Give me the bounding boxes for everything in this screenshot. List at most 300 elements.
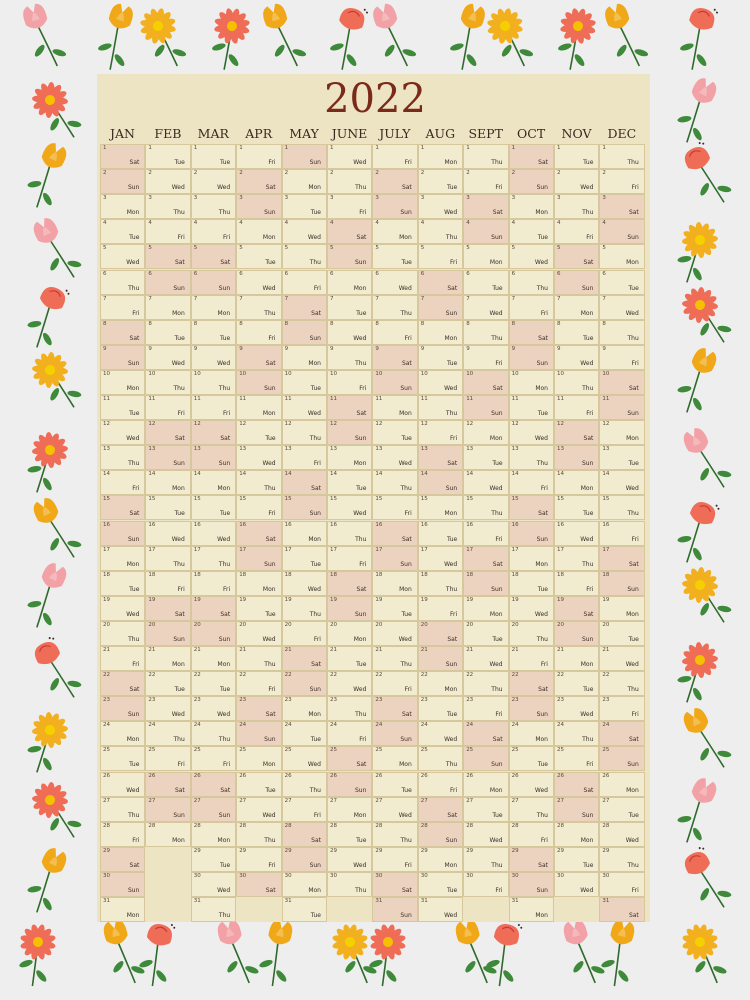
day-cell xyxy=(145,546,190,571)
day-weekday: Thu xyxy=(627,510,639,518)
day-cell xyxy=(100,495,145,520)
day-cell xyxy=(463,571,508,596)
day-weekday: Wed xyxy=(307,234,321,242)
day-number: 9 xyxy=(193,345,198,352)
day-weekday: Sun xyxy=(400,560,412,568)
day-cell xyxy=(509,345,554,370)
day-weekday: Mon xyxy=(489,610,503,618)
day-weekday: Wed xyxy=(444,736,458,744)
day-number: 28 xyxy=(148,822,156,829)
day-number: 2 xyxy=(148,170,152,177)
day-weekday: Sun xyxy=(127,711,140,719)
month-header-jan: JAN xyxy=(110,126,135,141)
day-cell xyxy=(418,320,463,345)
day-cell xyxy=(191,546,236,571)
day-number: 17 xyxy=(239,546,247,553)
day-cell xyxy=(509,671,554,696)
day-cell xyxy=(327,696,372,721)
day-number: 13 xyxy=(148,446,156,453)
day-weekday: Thu xyxy=(218,560,231,568)
day-cell xyxy=(599,897,644,922)
day-weekday: Fri xyxy=(404,510,412,518)
day-weekday: Sat xyxy=(628,384,639,392)
day-number: 21 xyxy=(239,647,247,653)
day-number: 6 xyxy=(466,270,470,277)
day-weekday: Thu xyxy=(355,535,367,543)
day-number: 31 xyxy=(420,898,428,904)
day-number: 31 xyxy=(375,898,383,904)
day-cell xyxy=(509,169,554,194)
month-header-oct: OCT xyxy=(517,126,546,141)
day-number: 6 xyxy=(375,270,379,277)
day-weekday: Sat xyxy=(538,686,548,694)
day-weekday: Mon xyxy=(126,736,140,744)
day-cell xyxy=(372,445,417,470)
day-weekday: Thu xyxy=(173,209,185,217)
day-number: 4 xyxy=(193,220,198,227)
day-number: 31 xyxy=(602,898,610,904)
day-number: 7 xyxy=(193,295,198,302)
day-weekday: Sat xyxy=(538,334,548,342)
day-number: 25 xyxy=(148,747,156,754)
day-number: 28 xyxy=(103,822,110,829)
day-weekday: Wed xyxy=(489,661,503,669)
day-weekday: Fri xyxy=(359,736,367,744)
day-cell xyxy=(554,470,599,495)
day-number: 3 xyxy=(193,195,198,202)
day-weekday: Sat xyxy=(265,535,276,543)
day-number: 21 xyxy=(148,647,156,653)
day-cell xyxy=(327,495,372,520)
day-number: 23 xyxy=(103,697,110,704)
day-cell xyxy=(418,395,463,420)
day-cell xyxy=(282,144,327,169)
day-weekday: Sun xyxy=(491,410,503,418)
day-number: 1 xyxy=(466,145,470,151)
day-weekday: Fri xyxy=(450,610,458,618)
day-weekday: Wed xyxy=(398,460,412,468)
day-cell xyxy=(145,169,190,194)
day-number: 15 xyxy=(602,496,610,503)
day-number: 7 xyxy=(602,295,606,302)
month-header-aug: AUG xyxy=(425,126,456,141)
day-number: 20 xyxy=(330,621,337,628)
day-weekday: Sat xyxy=(401,711,412,719)
day-cell xyxy=(236,144,281,169)
day-weekday: Sat xyxy=(174,259,185,267)
day-cell xyxy=(100,721,145,746)
day-number: 9 xyxy=(602,345,606,352)
day-cell xyxy=(100,571,145,596)
day-cell xyxy=(236,295,281,320)
day-weekday: Wed xyxy=(580,711,594,719)
day-number: 8 xyxy=(602,320,606,327)
day-cell xyxy=(282,797,327,822)
day-cell xyxy=(327,721,372,746)
day-weekday: Mon xyxy=(626,610,639,618)
day-number: 23 xyxy=(602,697,610,704)
day-number: 6 xyxy=(148,270,152,277)
day-weekday: Fri xyxy=(177,585,185,593)
day-cell xyxy=(509,696,554,721)
day-number: 9 xyxy=(557,345,561,352)
day-cell xyxy=(372,244,417,269)
day-weekday: Fri xyxy=(223,234,231,242)
day-cell xyxy=(282,244,327,269)
day-weekday: Sun xyxy=(173,460,185,468)
day-weekday: Wed xyxy=(444,384,458,392)
day-cell xyxy=(509,822,554,847)
day-cell xyxy=(236,621,281,646)
day-cell xyxy=(463,872,508,897)
day-weekday: Sat xyxy=(447,284,458,292)
day-weekday: Sat xyxy=(447,635,458,643)
day-cell xyxy=(554,546,599,571)
day-weekday: Tue xyxy=(446,711,458,719)
day-weekday: Mon xyxy=(626,259,639,267)
day-cell xyxy=(100,345,145,370)
day-cell xyxy=(191,646,236,671)
day-weekday: Tue xyxy=(356,661,367,669)
day-weekday: Fri xyxy=(404,159,412,167)
day-cell xyxy=(372,546,417,571)
day-weekday: Sat xyxy=(538,861,548,869)
day-weekday: Tue xyxy=(219,510,231,518)
day-weekday: Wed xyxy=(444,209,458,217)
day-cell xyxy=(372,797,417,822)
day-cell xyxy=(327,144,372,169)
day-weekday: Thu xyxy=(491,159,503,167)
day-cell xyxy=(191,746,236,771)
day-number: 2 xyxy=(103,170,107,177)
day-weekday: Mon xyxy=(262,410,276,418)
day-number: 30 xyxy=(103,872,110,879)
day-cell xyxy=(236,546,281,571)
day-cell xyxy=(282,295,327,320)
day-number: 22 xyxy=(148,672,156,679)
day-number: 3 xyxy=(602,195,606,202)
orange-tulip-icon xyxy=(669,344,727,418)
day-weekday: Thu xyxy=(445,234,458,242)
day-cell xyxy=(554,320,599,345)
yellow-daisy-icon xyxy=(665,216,725,288)
day-number: 2 xyxy=(330,170,334,177)
day-cell xyxy=(145,194,190,219)
orange-tulip-icon xyxy=(19,139,77,213)
day-number: 4 xyxy=(420,220,425,227)
day-weekday: Tue xyxy=(356,836,367,844)
day-weekday: Wed xyxy=(307,585,321,593)
day-number: 26 xyxy=(284,772,292,779)
day-number: 10 xyxy=(148,370,156,377)
day-cell xyxy=(372,295,417,320)
day-weekday: Fri xyxy=(177,410,185,418)
day-weekday: Fri xyxy=(404,861,412,869)
day-weekday: Tue xyxy=(401,259,412,267)
day-weekday: Sun xyxy=(400,384,412,392)
day-weekday: Mon xyxy=(444,159,458,167)
day-number: 2 xyxy=(375,170,379,177)
day-weekday: Mon xyxy=(126,384,140,392)
day-cell xyxy=(236,646,281,671)
day-number: 25 xyxy=(193,747,201,754)
red-daisy-icon xyxy=(359,920,411,990)
day-weekday: Tue xyxy=(446,886,458,894)
day-number: 28 xyxy=(284,822,292,829)
day-cell xyxy=(554,772,599,797)
day-weekday: Thu xyxy=(355,886,367,894)
pink-tulip-icon xyxy=(29,212,87,286)
day-cell xyxy=(372,370,417,395)
day-number: 8 xyxy=(330,320,334,327)
day-cell xyxy=(418,546,463,571)
day-cell xyxy=(236,696,281,721)
day-cell xyxy=(599,194,644,219)
day-number: 4 xyxy=(557,220,561,227)
day-weekday: Sat xyxy=(401,184,412,192)
day-cell xyxy=(509,872,554,897)
day-weekday: Wed xyxy=(307,410,321,418)
day-number: 6 xyxy=(511,270,516,277)
day-number: 18 xyxy=(330,571,337,578)
day-weekday: Sat xyxy=(129,861,140,869)
day-number: 14 xyxy=(602,471,610,478)
day-cell xyxy=(554,345,599,370)
day-number: 23 xyxy=(284,697,292,704)
day-cell xyxy=(372,571,417,596)
day-cell xyxy=(372,847,417,872)
day-number: 20 xyxy=(602,621,610,628)
day-weekday: Sat xyxy=(220,786,231,794)
day-cell xyxy=(100,370,145,395)
day-number: 10 xyxy=(103,370,110,377)
day-cell xyxy=(554,395,599,420)
day-cell xyxy=(599,144,644,169)
day-number: 24 xyxy=(103,722,110,729)
day-number: 29 xyxy=(103,847,110,854)
day-number: 23 xyxy=(239,697,247,704)
day-cell xyxy=(191,395,236,420)
day-weekday: Fri xyxy=(586,585,594,593)
day-number: 30 xyxy=(511,872,519,879)
day-cell xyxy=(100,671,145,696)
day-number: 11 xyxy=(511,396,519,402)
day-weekday: Thu xyxy=(627,861,639,869)
day-number: 12 xyxy=(148,421,156,428)
day-number: 18 xyxy=(466,571,474,578)
day-weekday: Sat xyxy=(129,510,140,518)
day-weekday: Wed xyxy=(489,485,503,493)
day-cell xyxy=(463,495,508,520)
day-weekday: Wed xyxy=(262,460,276,468)
day-number: 31 xyxy=(193,898,201,904)
day-weekday: Sat xyxy=(401,886,412,894)
day-cell xyxy=(327,219,372,244)
day-weekday: Tue xyxy=(265,259,276,267)
day-cell xyxy=(463,671,508,696)
day-number: 22 xyxy=(557,672,564,679)
day-number: 18 xyxy=(375,571,383,578)
day-cell xyxy=(282,420,327,445)
day-cell xyxy=(282,721,327,746)
day-cell xyxy=(372,746,417,771)
day-number: 5 xyxy=(375,245,379,252)
day-cell xyxy=(236,797,281,822)
day-cell xyxy=(100,169,145,194)
day-weekday: Tue xyxy=(129,410,140,418)
orange-tulip-icon xyxy=(596,917,645,989)
orange-tulip-icon xyxy=(254,917,303,989)
day-cell xyxy=(327,571,372,596)
month-header-may: MAY xyxy=(289,126,319,141)
day-weekday: Mon xyxy=(217,661,231,669)
day-cell xyxy=(236,746,281,771)
day-number: 16 xyxy=(511,521,519,528)
day-number: 13 xyxy=(602,446,610,453)
day-number: 3 xyxy=(239,195,243,202)
day-cell xyxy=(282,746,327,771)
day-weekday: Wed xyxy=(353,334,367,342)
day-number: 5 xyxy=(284,245,289,252)
day-cell xyxy=(418,746,463,771)
day-weekday: Tue xyxy=(219,334,231,342)
day-cell xyxy=(418,721,463,746)
day-cell xyxy=(418,872,463,897)
day-number: 21 xyxy=(420,647,428,653)
day-weekday: Sat xyxy=(265,711,276,719)
day-cell xyxy=(554,521,599,546)
day-weekday: Tue xyxy=(492,284,503,292)
day-number: 9 xyxy=(420,345,425,352)
day-cell xyxy=(327,546,372,571)
day-cell xyxy=(599,797,644,822)
day-cell xyxy=(145,746,190,771)
day-number: 16 xyxy=(148,521,156,528)
day-weekday: Sun xyxy=(536,359,548,367)
day-weekday: Mon xyxy=(353,811,367,819)
day-number: 15 xyxy=(103,496,110,503)
day-weekday: Mon xyxy=(535,209,548,217)
day-weekday: Mon xyxy=(126,560,140,568)
day-weekday: Mon xyxy=(172,836,185,844)
day-cell xyxy=(599,772,644,797)
day-weekday: Thu xyxy=(218,736,231,744)
day-cell xyxy=(236,495,281,520)
day-weekday: Sat xyxy=(447,811,458,819)
day-cell xyxy=(282,169,327,194)
day-number: 22 xyxy=(330,672,337,679)
day-weekday: Fri xyxy=(631,535,639,543)
day-weekday: Thu xyxy=(264,836,276,844)
day-cell xyxy=(282,219,327,244)
day-cell xyxy=(418,470,463,495)
day-cell xyxy=(372,897,417,922)
day-weekday: Thu xyxy=(491,510,503,518)
day-number: 1 xyxy=(557,145,561,151)
day-cell xyxy=(509,897,554,922)
day-number: 29 xyxy=(375,847,383,854)
day-number: 11 xyxy=(466,396,474,402)
day-cell xyxy=(599,345,644,370)
day-cell xyxy=(599,445,644,470)
day-number: 5 xyxy=(239,245,243,252)
day-cell xyxy=(191,194,236,219)
day-number: 2 xyxy=(557,170,561,177)
day-cell xyxy=(599,219,644,244)
day-cell xyxy=(191,897,236,922)
day-number: 29 xyxy=(284,847,292,854)
day-number: 11 xyxy=(330,396,337,402)
day-weekday: Sun xyxy=(491,585,503,593)
day-number: 18 xyxy=(557,571,564,578)
day-number: 12 xyxy=(193,421,201,428)
day-cell xyxy=(554,596,599,621)
day-cell xyxy=(463,646,508,671)
day-weekday: Mon xyxy=(489,259,503,267)
day-cell xyxy=(236,169,281,194)
day-cell xyxy=(418,696,463,721)
day-number: 13 xyxy=(103,446,110,453)
day-cell xyxy=(463,746,508,771)
red-rose-icon xyxy=(481,918,530,989)
day-number: 8 xyxy=(239,320,243,327)
day-number: 4 xyxy=(103,220,107,227)
day-cell xyxy=(599,621,644,646)
day-cell xyxy=(100,420,145,445)
day-cell xyxy=(463,219,508,244)
yellow-daisy-icon xyxy=(15,706,75,778)
day-weekday: Mon xyxy=(580,309,594,317)
day-cell xyxy=(418,671,463,696)
day-cell xyxy=(236,370,281,395)
day-cell xyxy=(100,270,145,295)
day-weekday: Mon xyxy=(217,309,231,317)
day-number: 25 xyxy=(557,747,564,754)
day-weekday: Wed xyxy=(580,359,594,367)
day-number: 26 xyxy=(148,772,156,779)
day-number: 12 xyxy=(239,421,247,428)
day-weekday: Fri xyxy=(359,560,367,568)
day-number: 14 xyxy=(193,471,201,478)
day-weekday: Sun xyxy=(173,635,185,643)
day-cell xyxy=(236,772,281,797)
day-number: 20 xyxy=(148,621,156,628)
day-cell xyxy=(509,445,554,470)
day-number: 2 xyxy=(466,170,470,177)
day-weekday: Wed xyxy=(534,610,548,618)
day-number: 19 xyxy=(103,596,110,603)
day-cell xyxy=(236,244,281,269)
day-weekday: Sat xyxy=(401,359,412,367)
day-cell xyxy=(191,671,236,696)
day-weekday: Mon xyxy=(489,786,503,794)
day-weekday: Fri xyxy=(495,886,503,894)
day-cell xyxy=(554,746,599,771)
day-weekday: Sat xyxy=(129,334,140,342)
day-weekday: Tue xyxy=(492,460,503,468)
day-cell xyxy=(418,772,463,797)
day-cell xyxy=(282,495,327,520)
day-cell xyxy=(191,219,236,244)
day-cell xyxy=(372,872,417,897)
day-number: 14 xyxy=(148,471,156,478)
day-cell xyxy=(327,345,372,370)
day-weekday: Fri xyxy=(631,711,639,719)
day-weekday: Sat xyxy=(492,560,503,568)
day-weekday: Sun xyxy=(127,359,140,367)
day-number: 15 xyxy=(239,496,247,503)
day-cell xyxy=(100,194,145,219)
